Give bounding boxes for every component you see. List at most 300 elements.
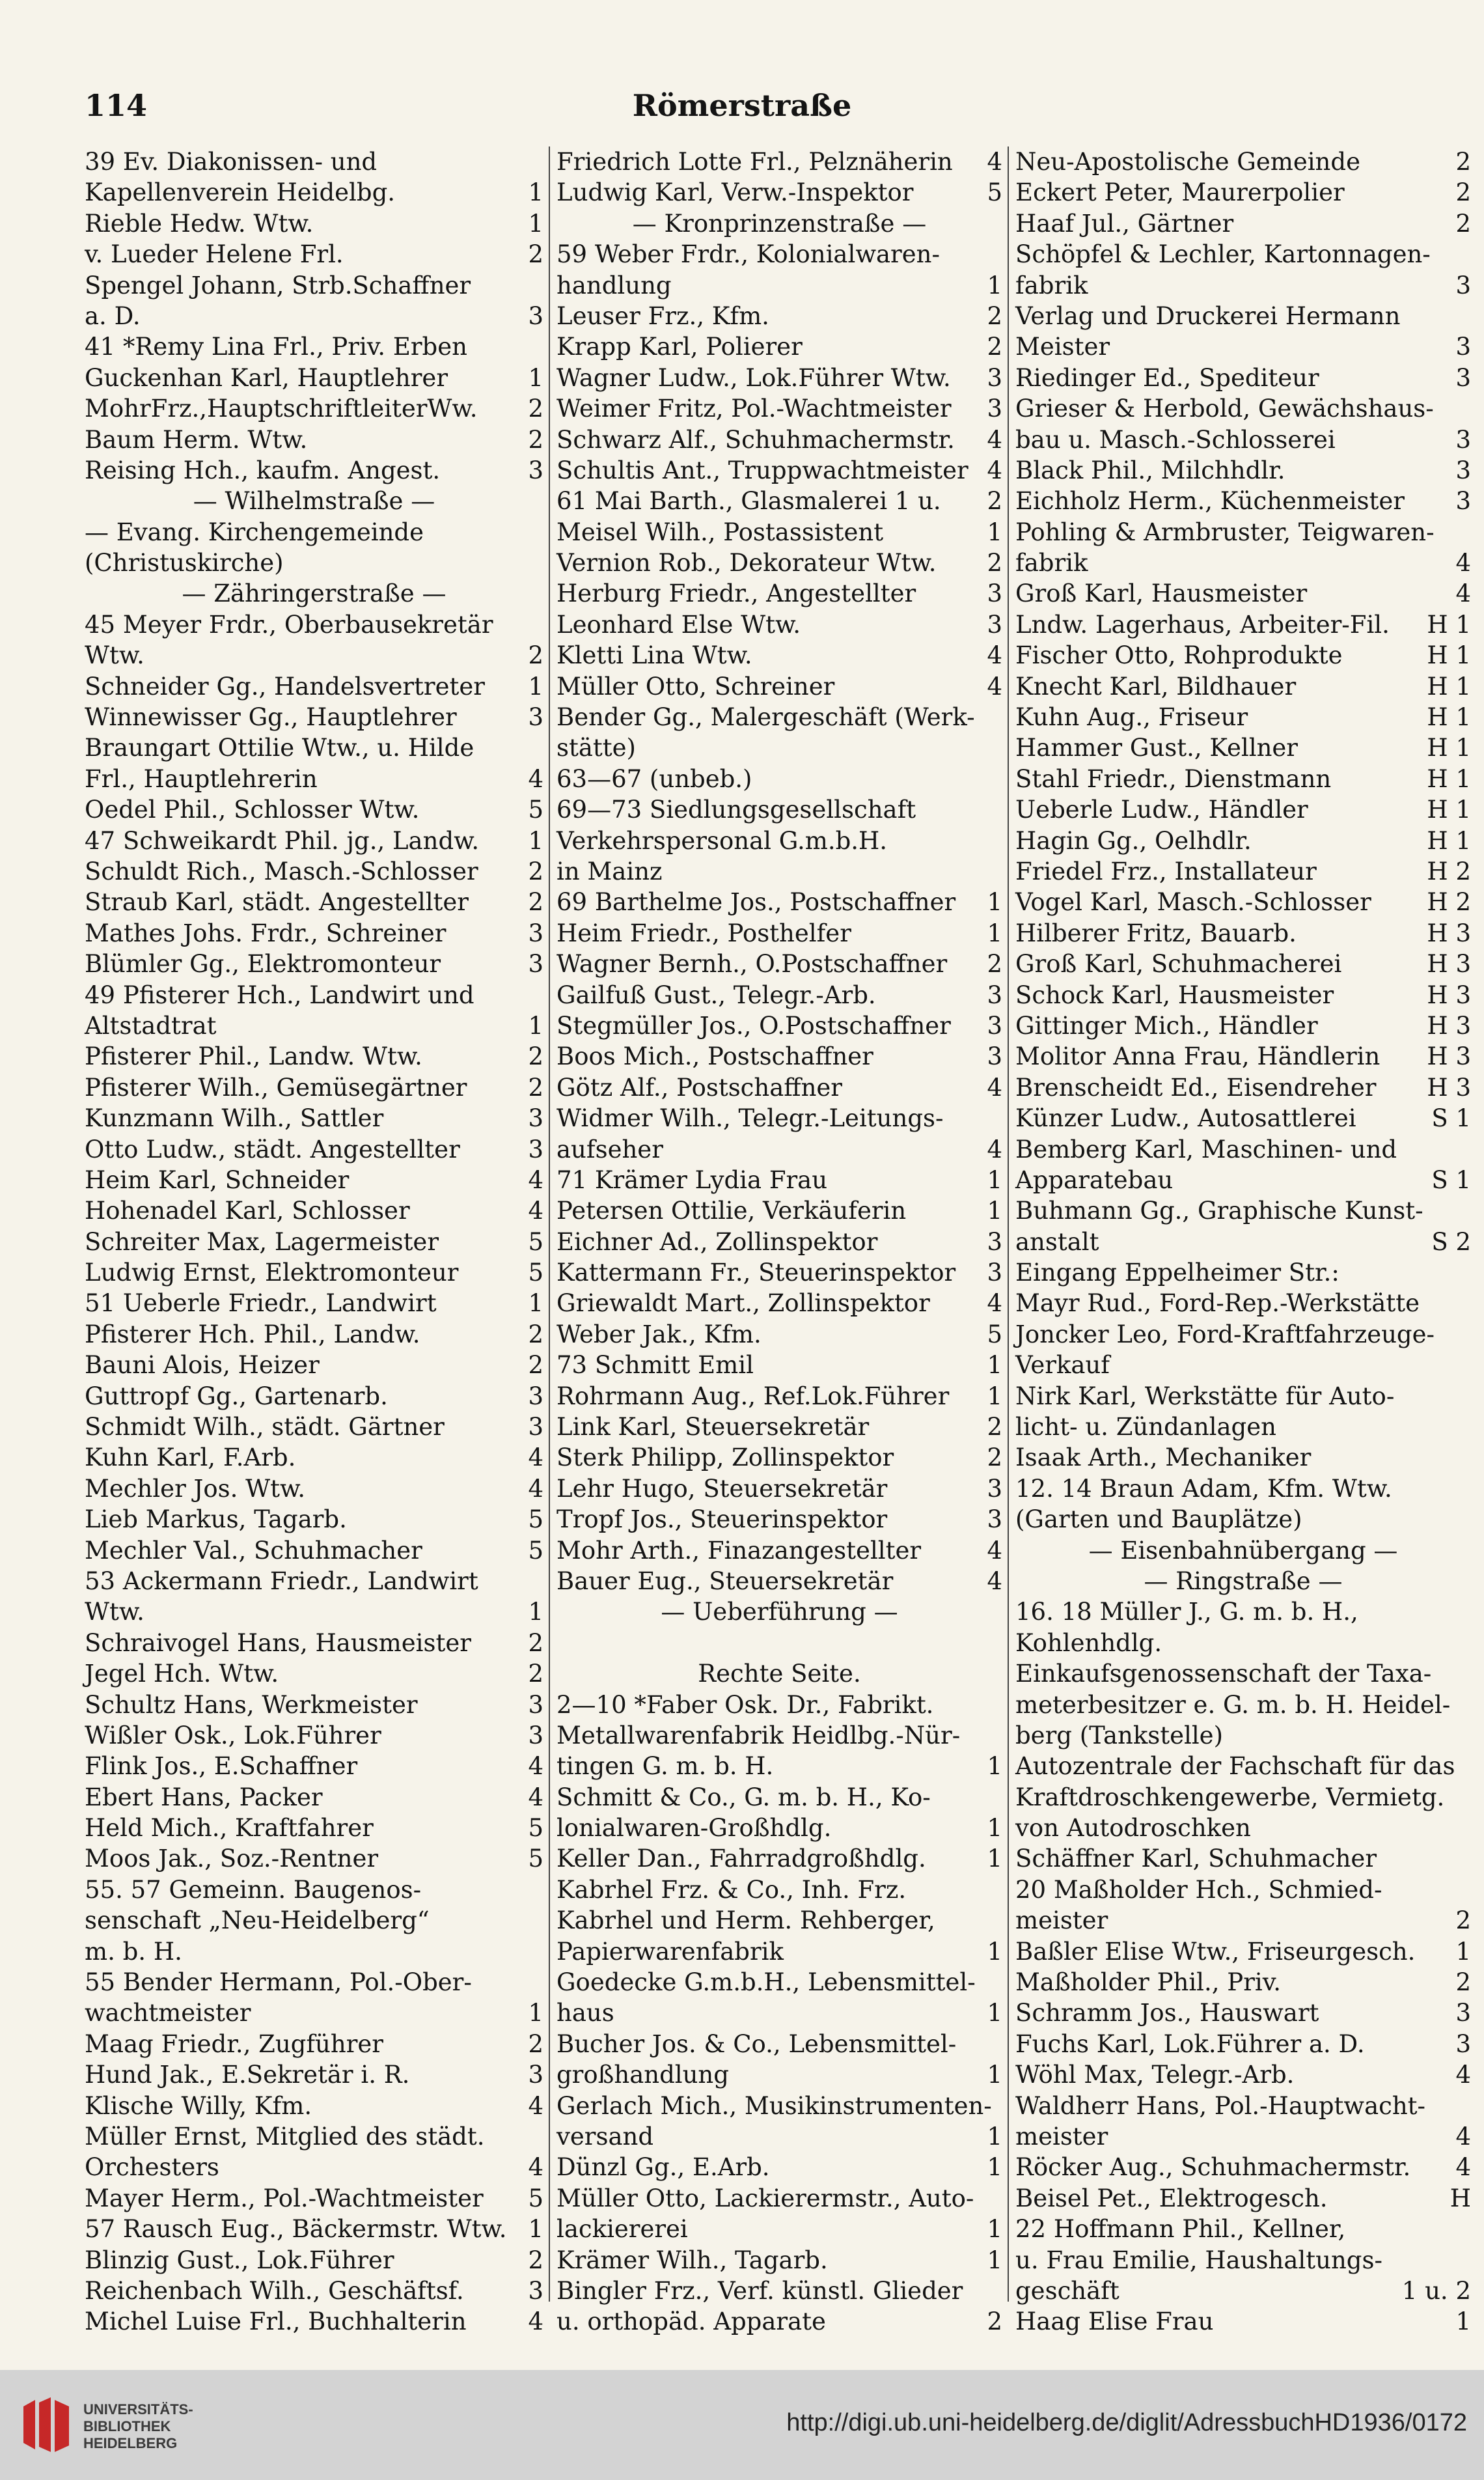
entry-text: Müller Ernst, Mitglied des städt.: [85, 2123, 485, 2151]
entry-text: Widmer Wilh., Telegr.-Leitungs-: [556, 1104, 944, 1133]
directory-entry-line: [85, 1998, 543, 2028]
entry-floor: 1: [987, 2215, 1002, 2244]
entry-floor: 4: [528, 1165, 543, 1194]
entry-text: 57 Rausch Eug., Bäckermstr. Wtw.: [85, 2215, 507, 2244]
entry-text: Schneider Gg., Handelsvertreter: [85, 672, 485, 701]
entry-floor: [1466, 1195, 1471, 1226]
entry-text: Kuhn Aug., Friseur: [1015, 703, 1248, 732]
entry-text: Schultz Hans, Werkmeister: [85, 1690, 418, 1719]
entry-floor: 1: [528, 178, 543, 207]
directory-entry-line: [1015, 548, 1471, 578]
directory-entry-line: [1015, 640, 1471, 671]
entry-text: Leuser Frz., Kfm.: [556, 301, 769, 330]
entry-text: (Garten und Bauplätze): [1015, 1505, 1302, 1534]
entry-text: Hund Jak., E.Sekretär i. R.: [85, 2061, 410, 2089]
entry-text: Herburg Friedr., Angestellter: [556, 579, 916, 608]
entry-floor: [997, 826, 1002, 856]
entry-text: Verlag und Druckerei Hermann: [1015, 301, 1401, 330]
entry-text: Boos Mich., Postschaffner: [556, 1042, 873, 1071]
entry-floor: 2: [528, 395, 543, 423]
entry-floor: [997, 1720, 1002, 1751]
entry-text: fabrik: [1015, 549, 1088, 578]
directory-entry-line: [556, 1782, 1002, 1813]
entry-floor: 2: [528, 2029, 543, 2058]
entry-floor: 2: [528, 425, 543, 454]
entry-text: Petersen Ottilie, Verkäuferin: [556, 1197, 907, 1225]
entry-floor: 4: [987, 1536, 1002, 1565]
entry-floor: S 2: [1431, 1227, 1471, 1256]
entry-floor: 2: [528, 888, 543, 917]
entry-floor: [1466, 1412, 1471, 1442]
entry-text: Mohr Arth., Finazangestellter: [556, 1536, 922, 1565]
entry-text: Metallwarenfabrik Heidlbg.-Nür-: [556, 1721, 961, 1749]
entry-text: 69—73 Siedlungsgesellschaft: [556, 796, 916, 824]
directory-entry-line: [85, 425, 543, 455]
entry-text: Kabrhel und Herm. Rehberger,: [556, 1906, 935, 1935]
entry-text: Eichner Ad., Zollinspektor: [556, 1227, 878, 1256]
entry-floor: 5: [528, 1814, 543, 1843]
entry-text: Hagin Gg., Oelhdlr.: [1015, 826, 1252, 855]
directory-entry-line: [85, 270, 543, 301]
entry-text: Isaak Arth., Mechaniker: [1015, 1443, 1312, 1472]
directory-entry-line: [556, 1967, 1002, 1998]
entry-text: Wöhl Max, Telegr.-Arb.: [1015, 2061, 1295, 2089]
directory-entry-line: [1015, 517, 1471, 548]
entry-text: Braungart Ottilie Wtw., u. Hilde: [85, 734, 474, 762]
entry-floor: 4: [987, 672, 1002, 701]
entry-text: Blümler Gg., Elektromonteur: [85, 950, 441, 979]
entry-floor: 3: [528, 1104, 543, 1133]
directory-entry-line: [1015, 1690, 1471, 1720]
entry-text: Friedel Frz., Installateur: [1015, 857, 1317, 885]
entry-floor: 4: [1455, 2061, 1471, 2089]
entry-floor: 3: [987, 1505, 1002, 1534]
entry-text: Krämer Wilh., Tagarb.: [556, 2246, 828, 2274]
entry-floor: 3: [987, 981, 1002, 1009]
entry-floor: 1: [528, 672, 543, 701]
entry-text: Groß Karl, Hausmeister: [1015, 579, 1308, 608]
directory-entry-line: [556, 239, 1002, 270]
entry-floor: [997, 794, 1002, 825]
directory-entry-line: [556, 548, 1002, 578]
entry-text: Dünzl Gg., E.Arb.: [556, 2153, 770, 2182]
entry-floor: 1: [1455, 1937, 1471, 1966]
directory-entry-line: [556, 393, 1002, 424]
entry-floor: [997, 1782, 1002, 1813]
directory-entry-line: [85, 1319, 543, 1350]
directory-entry-line: [85, 1751, 543, 1781]
directory-entry-line: [1015, 270, 1471, 301]
entry-floor: 2: [528, 1628, 543, 1657]
directory-entry-line: [556, 1473, 1002, 1504]
entry-text: lonialwaren-Großhdlg.: [556, 1814, 832, 1843]
directory-entry-line: [1015, 1720, 1471, 1751]
entry-text: Schultis Ant., Truppwachtmeister: [556, 456, 969, 484]
directory-entry-line: [556, 918, 1002, 949]
entry-text: u. orthopäd. Apparate: [556, 2307, 826, 2336]
directory-entry-line: [1015, 918, 1471, 949]
directory-entry-line: [1015, 1658, 1471, 1689]
directory-entry-line: [556, 146, 1002, 177]
entry-floor: [997, 239, 1002, 270]
entry-text: Einkaufsgenossenschaft der Taxa-: [1015, 1660, 1432, 1688]
directory-entry-line: [85, 1596, 543, 1627]
entry-text: Schuldt Rich., Masch.-Schlosser: [85, 857, 478, 885]
directory-entry-line: [1015, 732, 1471, 763]
entry-floor: [538, 548, 543, 578]
directory-entry-line: [556, 1504, 1002, 1535]
logo-line: UNIVERSITÄTS-: [83, 2401, 193, 2417]
directory-entry-line: [556, 1658, 1002, 1689]
directory-entry-line: [556, 301, 1002, 331]
entry-floor: H 3: [1427, 950, 1471, 979]
entry-floor: [538, 517, 543, 548]
directory-entry-line: [556, 1813, 1002, 1843]
entry-floor: [538, 1967, 543, 1998]
entry-text: geschäft: [1015, 2276, 1120, 2305]
entry-floor: H 2: [1427, 857, 1471, 885]
directory-entry-line: [1015, 1504, 1471, 1535]
entry-text: Otto Ludw., städt. Angestellter: [85, 1135, 460, 1163]
directory-entry-line: [556, 1041, 1002, 1072]
entry-floor: 3: [1455, 487, 1471, 516]
entry-floor: 1: [987, 1814, 1002, 1843]
entry-floor: 3: [1455, 271, 1471, 300]
entry-floor: 1: [987, 1999, 1002, 2027]
entry-floor: [538, 146, 543, 177]
entry-text: Flink Jos., E.Schaffner: [85, 1752, 358, 1781]
directory-entry-line: [1015, 578, 1471, 609]
entry-floor: [1466, 1658, 1471, 1689]
entry-text: Gailfuß Gust., Telegr.-Arb.: [556, 981, 876, 1009]
entry-floor: 3: [1455, 425, 1471, 454]
entry-floor: [1466, 1504, 1471, 1535]
directory-entry-line: [1015, 609, 1471, 640]
directory-entry-line: [85, 1504, 543, 1535]
page-title: Römerstraße: [632, 88, 852, 123]
entry-floor: 4: [528, 1443, 543, 1472]
directory-entry-line: [85, 331, 543, 362]
entry-floor: H 3: [1427, 1011, 1471, 1040]
entry-text: Held Mich., Kraftfahrer: [85, 1814, 374, 1843]
directory-entry-line: [85, 1628, 543, 1658]
entry-text: 12. 14 Braun Adam, Kfm. Wtw.: [1015, 1474, 1392, 1503]
directory-entry-line: [556, 640, 1002, 671]
entry-text: Ebert Hans, Packer: [85, 1783, 323, 1811]
entry-text: Bemberg Karl, Maschinen- und: [1015, 1135, 1397, 1163]
directory-entry-line: [1015, 2091, 1471, 2121]
entry-floor: 2: [1455, 209, 1471, 238]
entry-text: — Ringstraße —: [1144, 1567, 1343, 1595]
directory-entry-line: [556, 517, 1002, 548]
entry-floor: [1466, 1381, 1471, 1412]
directory-entry-line: [556, 1381, 1002, 1412]
entry-floor: 3: [987, 579, 1002, 608]
directory-entry-line: [85, 578, 543, 609]
entry-text: 59 Weber Frdr., Kolonialwaren-: [556, 240, 940, 269]
entry-floor: 4: [1455, 2123, 1471, 2151]
entry-text: Guckenhan Karl, Hauptlehrer: [85, 363, 448, 392]
directory-entry-line: [85, 1195, 543, 1226]
entry-text: 71 Krämer Lydia Frau: [556, 1165, 828, 1194]
entry-floor: H 1: [1427, 796, 1471, 824]
entry-text: senschaft „Neu-Heidelberg“: [85, 1906, 430, 1935]
entry-text: (Christuskirche): [85, 549, 284, 578]
directory-entry-line: [85, 2029, 543, 2059]
entry-text: — Ueberführung —: [661, 1598, 898, 1626]
entry-floor: 3: [987, 363, 1002, 392]
entry-floor: 3: [987, 610, 1002, 639]
entry-floor: [1466, 1813, 1471, 1843]
entry-floor: 3: [528, 703, 543, 732]
entry-floor: [1466, 1690, 1471, 1720]
directory-entry-line: [85, 1257, 543, 1288]
entry-text: Molitor Anna Frau, Händlerin: [1015, 1042, 1381, 1071]
entry-text: anstalt: [1015, 1227, 1099, 1256]
directory-entry-line: [85, 856, 543, 887]
entry-text: — Wilhelmstraße —: [193, 487, 435, 516]
entry-floor: [538, 1874, 543, 1905]
directory-entry-line: [1015, 949, 1471, 979]
entry-floor: 2: [528, 641, 543, 670]
directory-entry-line: [1015, 393, 1471, 424]
directory-entry-line: [85, 1473, 543, 1504]
directory-entry-line: [1015, 1257, 1471, 1288]
entry-floor: 1: [987, 1351, 1002, 1380]
entry-floor: [1466, 1628, 1471, 1658]
entry-floor: 2: [987, 487, 1002, 516]
entry-text: Wagner Ludw., Lok.Führer Wtw.: [556, 363, 951, 392]
directory-entry-line: [85, 301, 543, 331]
entry-floor: 2: [987, 333, 1002, 361]
directory-entry-line: [85, 1072, 543, 1103]
directory-entry-line: [556, 177, 1002, 208]
directory-entry-line: [1015, 2152, 1471, 2182]
directory-entry-line: [1015, 177, 1471, 208]
directory-entry-line: [556, 1442, 1002, 1473]
directory-entry-line: [85, 146, 543, 177]
directory-entry-line: [556, 1134, 1002, 1165]
entry-text: Verkehrspersonal G.m.b.H.: [556, 826, 888, 855]
entry-text: Kunzmann Wilh., Sattler: [85, 1104, 384, 1133]
directory-entry-line: [1015, 1967, 1471, 1998]
directory-entry-line: [85, 2059, 543, 2090]
entry-text: Oedel Phil., Schlosser Wtw.: [85, 796, 420, 824]
entry-text: Rieble Hedw. Wtw.: [85, 209, 314, 238]
entry-floor: 5: [528, 1505, 543, 1534]
entry-floor: [538, 1905, 543, 1936]
entry-text: Maßholder Phil., Priv.: [1015, 1968, 1281, 1997]
directory-entry-line: [1015, 1319, 1471, 1350]
entry-text: 20 Maßholder Hch., Schmied-: [1015, 1875, 1382, 1904]
directory-entry-line: [1015, 1381, 1471, 1412]
directory-entry-line: [1015, 1134, 1471, 1165]
directory-entry-line: [1015, 1628, 1471, 1658]
entry-text: 49 Pfisterer Hch., Landwirt und: [85, 981, 474, 1009]
entry-floor: [1466, 1720, 1471, 1751]
entry-floor: [997, 1628, 1002, 1658]
entry-floor: 3: [987, 1227, 1002, 1256]
entry-text: Kletti Lina Wtw.: [556, 641, 752, 670]
directory-entry-line: [85, 1566, 543, 1596]
directory-entry-line: [85, 1720, 543, 1751]
entry-floor: 4: [528, 2091, 543, 2120]
directory-entry-line: [1015, 301, 1471, 331]
directory-entry-line: [1015, 1936, 1471, 1967]
entry-text: Eingang Eppelheimer Str.:: [1015, 1259, 1340, 1287]
entry-floor: [997, 2091, 1002, 2121]
entry-floor: 5: [528, 1227, 543, 1256]
entry-text: Baßler Elise Wtw., Friseurgesch.: [1015, 1937, 1416, 1966]
entry-floor: [997, 732, 1002, 763]
directory-entry-line: [1015, 1072, 1471, 1103]
directory-entry-line: [85, 1967, 543, 1998]
entry-floor: [997, 1905, 1002, 1936]
entry-floor: 3: [1455, 363, 1471, 392]
entry-text: Hohenadel Karl, Schlosser: [85, 1197, 410, 1225]
entry-text: Heim Karl, Schneider: [85, 1165, 350, 1194]
entry-floor: 2: [1455, 1906, 1471, 1935]
entry-floor: 1: [987, 1845, 1002, 1873]
entry-floor: H: [1450, 2184, 1471, 2212]
entry-text: 61 Mai Barth., Glasmalerei 1 u.: [556, 487, 941, 516]
entry-text: Bender Gg., Malergeschäft (Werk-: [556, 703, 975, 732]
directory-entry-line: [1015, 1041, 1471, 1072]
directory-entry-line: [85, 609, 543, 640]
directory-entry-line: [556, 609, 1002, 640]
entry-text: Grieser & Herbold, Gewächshaus-: [1015, 395, 1434, 423]
directory-entry-line: [556, 2059, 1002, 2090]
entry-text: aufseher: [556, 1135, 663, 1163]
directory-entry-line: [1015, 2306, 1471, 2337]
entry-text: Blinzig Gust., Lok.Führer: [85, 2246, 394, 2274]
entry-text: 51 Ueberle Friedr., Landwirt: [85, 1289, 437, 1318]
entry-floor: 4: [528, 2153, 543, 2182]
directory-entry-line: [556, 1165, 1002, 1195]
entry-text: Meisel Wilh., Postassistent: [556, 518, 884, 546]
entry-floor: [1466, 2091, 1471, 2121]
entry-text: u. Frau Emilie, Haushaltungs-: [1015, 2246, 1382, 2274]
entry-text: Ludwig Karl, Verw.-Inspektor: [556, 178, 914, 207]
entry-text: Müller Otto, Lackierermstr., Auto-: [556, 2184, 974, 2212]
entry-floor: 2: [1455, 178, 1471, 207]
directory-entry-line: [85, 1813, 543, 1843]
entry-text: Weber Jak., Kfm.: [556, 1320, 762, 1348]
directory-entry-line: [1015, 671, 1471, 702]
directory-entry-line: [85, 393, 543, 424]
entry-text: 73 Schmitt Emil: [556, 1351, 754, 1380]
directory-entry-line: [556, 702, 1002, 732]
entry-text: Rechte Seite.: [698, 1660, 861, 1688]
directory-entry-line: [556, 1566, 1002, 1596]
entry-text: Schock Karl, Hausmeister: [1015, 981, 1334, 1009]
entry-floor: 1: [528, 2215, 543, 2244]
entry-text: Knecht Karl, Bildhauer: [1015, 672, 1297, 701]
entry-text: Pfisterer Wilh., Gemüsegärtner: [85, 1073, 467, 1102]
entry-text: Hammer Gust., Kellner: [1015, 734, 1298, 762]
entry-floor: H 3: [1427, 1073, 1471, 1102]
directory-entry-line: [85, 1936, 543, 1967]
directory-entry-line: [556, 732, 1002, 763]
directory-entry-line: [1015, 486, 1471, 516]
entry-floor: 1: [528, 1289, 543, 1318]
source-url-link[interactable]: http://digi.ub.uni-heidelberg.de/diglit/AdressbuchHD1936/0172: [786, 2409, 1467, 2436]
entry-text: tingen G. m. b. H.: [556, 1752, 774, 1781]
entry-text: großhandlung: [556, 2061, 729, 2089]
directory-entry-line: [1015, 980, 1471, 1010]
entry-floor: [1466, 301, 1471, 331]
entry-text: Wagner Bernh., O.Postschaffner: [556, 950, 948, 979]
directory-entry-line: [1015, 455, 1471, 486]
entry-text: Kabrhel Frz. & Co., Inh. Frz.: [556, 1875, 907, 1904]
entry-floor: 2: [528, 1351, 543, 1380]
entry-text: Schöpfel & Lechler, Kartonnagen-: [1015, 240, 1431, 269]
directory-entry-line: [556, 1072, 1002, 1103]
entry-text: Bucher Jos. & Co., Lebensmittel-: [556, 2029, 957, 2058]
directory-entry-line: [556, 1751, 1002, 1781]
directory-entry-line: [85, 548, 543, 578]
entry-floor: 1: [987, 271, 1002, 300]
directory-entry-line: [556, 363, 1002, 393]
entry-text: Stahl Friedr., Dienstmann: [1015, 764, 1332, 793]
entry-floor: [1466, 1442, 1471, 1473]
entry-floor: 4: [987, 425, 1002, 454]
entry-floor: 1: [528, 1598, 543, 1626]
directory-entry-line: [556, 2306, 1002, 2337]
entry-floor: 1: [1455, 2307, 1471, 2336]
entry-floor: 5: [528, 1845, 543, 1873]
directory-entry-line: [85, 1442, 543, 1473]
entry-text: Pfisterer Phil., Landw. Wtw.: [85, 1042, 422, 1071]
entry-floor: 5: [528, 2184, 543, 2212]
directory-entry-line: [85, 455, 543, 486]
entry-text: Mathes Johs. Frdr., Schreiner: [85, 919, 447, 947]
entry-text: Künzer Ludw., Autosattlerei: [1015, 1104, 1356, 1133]
directory-entry-line: [85, 640, 543, 671]
entry-text: Weimer Fritz, Pol.-Wachtmeister: [556, 395, 952, 423]
entry-floor: 3: [1455, 2029, 1471, 2058]
entry-text: Straub Karl, städt. Angestellter: [85, 888, 469, 917]
entry-floor: 3: [987, 1474, 1002, 1503]
directory-entry-line: [1015, 2214, 1471, 2244]
entry-floor: 4: [987, 148, 1002, 176]
entry-floor: 1: [528, 826, 543, 855]
directory-entry-line: [85, 2152, 543, 2182]
directory-entry-line: [556, 1720, 1002, 1751]
entry-floor: [1466, 1751, 1471, 1781]
entry-floor: H 1: [1427, 610, 1471, 639]
entry-floor: 1: [528, 1999, 543, 2027]
entry-text: meterbesitzer e. G. m. b. H. Heidel-: [1015, 1690, 1451, 1719]
directory-entry-line: [1015, 2245, 1471, 2276]
directory-entry-line: [1015, 1905, 1471, 1936]
directory-entry-line: [85, 2121, 543, 2152]
entry-floor: 4: [987, 1289, 1002, 1318]
entry-floor: 3: [528, 1721, 543, 1749]
entry-text: meister: [1015, 1906, 1108, 1935]
entry-text: Autozentrale der Fachschaft für das: [1015, 1752, 1455, 1781]
entry-floor: 4: [528, 764, 543, 793]
directory-entry-line: [556, 1010, 1002, 1041]
entry-floor: [1466, 2214, 1471, 2244]
directory-entry-line: [85, 2091, 543, 2121]
directory-entry-line: [556, 2245, 1002, 2276]
entry-floor: [538, 609, 543, 640]
entry-floor: H 1: [1427, 734, 1471, 762]
directory-entry-line: [1015, 1535, 1471, 1566]
entry-text: Fuchs Karl, Lok.Führer a. D.: [1015, 2029, 1365, 2058]
entry-text: Griewaldt Mart., Zollinspektor: [556, 1289, 930, 1318]
